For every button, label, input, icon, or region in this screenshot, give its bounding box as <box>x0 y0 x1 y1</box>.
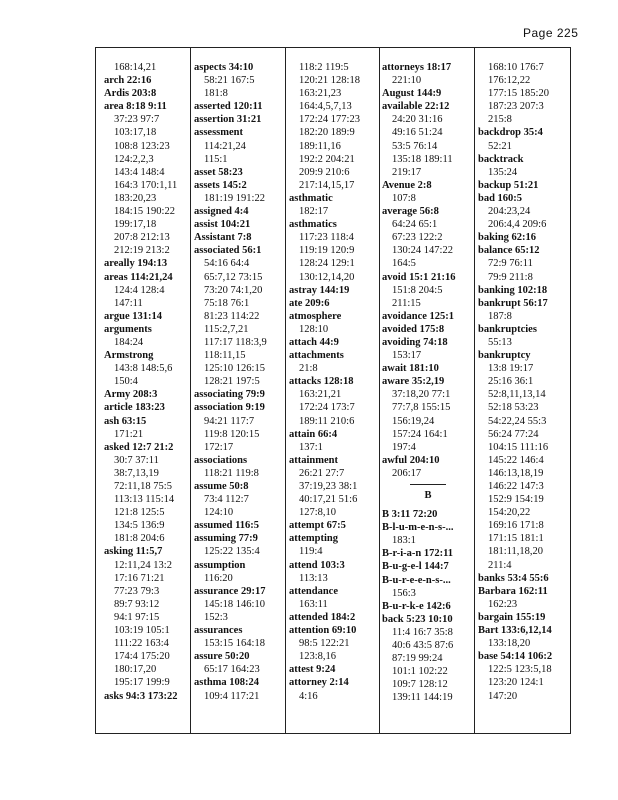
index-entry: areally 194:13 <box>104 258 168 270</box>
index-subentry: 164:3 170:1,11 <box>114 179 178 191</box>
section-rule <box>382 480 474 489</box>
index-entry: banks 53:4 55:6 <box>478 572 549 584</box>
index-entry: Ardis 203:8 <box>104 88 157 100</box>
index-subentry: 119:4 <box>299 546 323 558</box>
index-entry: associating 79:9 <box>194 389 265 401</box>
index-entry: aspects 34:10 <box>194 62 254 73</box>
index-entry: associated 56:1 <box>194 245 262 257</box>
index-subentry: 119:8 120:15 <box>204 428 260 440</box>
index-subentry: 152:9 154:19 <box>488 494 544 506</box>
index-subentry: 152:3 <box>204 611 228 623</box>
index-entry: attain 66:4 <box>289 428 338 440</box>
index-column-2 <box>194 61 286 703</box>
index-subentry: 25:16 36:1 <box>488 376 534 388</box>
index-entry: B-l-u-m-e-n-s-... <box>382 522 454 534</box>
index-subentry: 113:13 115:14 <box>114 494 175 506</box>
index-subentry: 217:14,15,17 <box>299 179 355 191</box>
index-subentry: 75:18 76:1 <box>204 297 250 309</box>
index-subentry: 120:21 128:18 <box>299 75 360 87</box>
index-entry: attest 9:24 <box>289 664 336 676</box>
index-subentry: 103:19 105:1 <box>114 625 170 637</box>
index-subentry: 118:2 119:5 <box>299 62 349 73</box>
index-subentry: 115:1 <box>204 153 228 165</box>
index-entry: bad 160:5 <box>478 192 523 204</box>
word-index-table <box>95 47 571 734</box>
index-subentry: 181:11,18,20 <box>488 546 544 558</box>
index-subentry: 87:19 99:24 <box>392 653 443 665</box>
index-subentry: 172:24 173:7 <box>299 402 355 414</box>
index-subentry: 115:2,7,21 <box>204 323 249 335</box>
index-entry: attempt 67:5 <box>289 520 346 532</box>
index-subentry: 128:10 <box>299 323 329 335</box>
index-subentry: 151:8 204:5 <box>392 284 443 296</box>
index-subentry: 77:7,8 155:15 <box>392 402 451 414</box>
index-subentry: 187:23 207:3 <box>488 101 544 113</box>
index-subentry: 180:17,20 <box>114 664 157 676</box>
index-subentry: 21:8 <box>299 363 318 375</box>
index-subentry: 94:1 97:15 <box>114 611 160 623</box>
index-subentry: 134:5 136:9 <box>114 520 165 532</box>
index-entry: base 54:14 106:2 <box>478 651 553 663</box>
index-subentry: 184:15 190:22 <box>114 206 175 218</box>
index-subentry: 13:8 19:17 <box>488 363 534 375</box>
index-subentry: 156:3 <box>392 587 416 599</box>
index-subentry: 162:23 <box>488 598 518 610</box>
index-subentry: 207:8 212:13 <box>114 232 170 244</box>
index-subentry: 109:7 128:12 <box>392 679 448 691</box>
index-column-5 <box>478 61 570 703</box>
index-column-3 <box>289 61 381 703</box>
index-subentry: 137:1 <box>299 441 323 453</box>
index-column-1 <box>104 61 196 703</box>
index-entry: asthmatic <box>289 192 333 204</box>
index-subentry: 145:22 146:4 <box>488 454 544 466</box>
index-entry: article 183:23 <box>104 402 165 414</box>
index-subentry: 150:4 <box>114 376 138 388</box>
index-subentry: 181:8 <box>204 88 228 100</box>
index-entry: B-u-r-e-e-n-s-... <box>382 574 451 586</box>
index-subentry: 176:12,22 <box>488 75 531 87</box>
index-subentry: 73:20 74:1,20 <box>204 284 263 296</box>
index-subentry: 168:10 176:7 <box>488 62 544 73</box>
index-entry: B-u-r-k-e 142:6 <box>382 600 451 612</box>
index-subentry: 89:7 93:12 <box>114 598 160 610</box>
index-subentry: 118:11,15 <box>204 350 246 362</box>
index-entry: assist 104:21 <box>194 219 251 231</box>
index-subentry: 49:16 51:24 <box>392 127 443 139</box>
index-subentry: 79:9 211:8 <box>488 271 533 283</box>
index-entry: Assistant 7:8 <box>194 232 252 244</box>
index-subentry: 187:8 <box>488 310 512 322</box>
index-subentry: 17:16 71:21 <box>114 572 165 584</box>
index-entry: argue 131:14 <box>104 310 163 322</box>
index-entry: attendance <box>289 585 338 597</box>
index-entry: Army 208:3 <box>104 389 158 401</box>
index-subentry: 154:20,22 <box>488 507 531 519</box>
index-subentry: 183:20,23 <box>114 192 157 204</box>
index-entry: backtrack <box>478 153 524 165</box>
index-subentry: 183:1 <box>392 535 416 547</box>
index-subentry: 153:15 164:18 <box>204 638 265 650</box>
index-entry: assure 50:20 <box>194 651 250 663</box>
index-entry: attended 184:2 <box>289 611 356 623</box>
index-subentry: 146:22 147:3 <box>488 481 544 492</box>
index-subentry: 122:5 123:5,18 <box>488 664 552 676</box>
column-divider <box>474 48 475 733</box>
index-entry: avoided 175:8 <box>382 323 445 335</box>
index-entry: asking 11:5,7 <box>104 546 163 558</box>
index-entry: area 8:18 9:11 <box>104 101 167 113</box>
index-subentry: 130:12,14,20 <box>299 271 355 283</box>
index-entry: ash 63:15 <box>104 415 147 427</box>
index-subentry: 116:20 <box>204 572 233 584</box>
index-column-4 <box>382 61 474 705</box>
index-subentry: 108:8 123:23 <box>114 140 170 152</box>
index-entry: arch 22:16 <box>104 75 152 87</box>
index-subentry: 182:17 <box>299 206 329 218</box>
index-subentry: 113:13 <box>299 572 328 584</box>
index-entry: aware 35:2,19 <box>382 376 445 388</box>
index-subentry: 171:21 <box>114 428 144 440</box>
index-subentry: 104:15 111:16 <box>488 441 549 453</box>
index-subentry: 211:15 <box>392 297 421 309</box>
index-subentry: 177:15 185:20 <box>488 88 549 100</box>
index-subentry: 73:4 112:7 <box>204 494 249 506</box>
index-subentry: 147:20 <box>488 690 518 702</box>
index-entry: attend 103:3 <box>289 559 345 571</box>
index-subentry: 40:17,21 51:6 <box>299 494 358 506</box>
index-entry: associations <box>194 454 248 466</box>
index-subentry: 164:4,5,7,13 <box>299 101 352 113</box>
index-subentry: 52:8,11,13,14 <box>488 389 546 401</box>
index-entry: assume 50:8 <box>194 481 249 492</box>
index-subentry: 211:4 <box>488 559 512 571</box>
index-subentry: 184:24 <box>114 336 144 348</box>
index-subentry: 54:16 64:4 <box>204 258 250 270</box>
index-subentry: 147:11 <box>114 297 143 309</box>
index-entry: bankruptcy <box>478 350 531 362</box>
index-subentry: 172:17 <box>204 441 234 453</box>
index-subentry: 135:24 <box>488 166 518 178</box>
index-subentry: 123:8,16 <box>299 651 337 663</box>
index-subentry: 38:7,13,19 <box>114 467 159 479</box>
index-entry: Armstrong <box>104 350 154 362</box>
index-subentry: 174:4 175:20 <box>114 651 170 663</box>
index-subentry: 163:21,21 <box>299 389 342 401</box>
index-entry: Barbara 162:11 <box>478 585 548 597</box>
index-entry: baking 62:16 <box>478 232 537 244</box>
index-entry: await 181:10 <box>382 363 439 375</box>
index-subentry: 195:17 199:9 <box>114 677 170 689</box>
index-subentry: 37:18,20 77:1 <box>392 389 451 401</box>
index-subentry: 181:8 204:6 <box>114 533 165 545</box>
index-subentry: 169:16 171:8 <box>488 520 544 532</box>
index-entry: attempting <box>289 533 338 545</box>
index-subentry: 221:10 <box>392 75 422 87</box>
index-entry: areas 114:21,24 <box>104 271 173 283</box>
index-entry: backdrop 35:4 <box>478 127 543 139</box>
index-entry: attorney 2:14 <box>289 677 349 689</box>
index-entry: assumed 116:5 <box>194 520 260 532</box>
index-subentry: 11:4 16:7 35:8 <box>392 626 453 638</box>
index-subentry: 192:2 204:21 <box>299 153 355 165</box>
index-entry: assurances <box>194 625 243 637</box>
index-entry: bankruptcies <box>478 323 537 335</box>
index-entry: attainment <box>289 454 338 466</box>
index-entry: asthma 108:24 <box>194 677 260 689</box>
index-subentry: 119:19 120:9 <box>299 245 355 257</box>
index-subentry: 64:24 65:1 <box>392 219 438 231</box>
index-entry: B-r-i-a-n 172:11 <box>382 548 454 560</box>
index-subentry: 114:21,24 <box>204 140 246 152</box>
index-entry: banking 102:18 <box>478 284 548 296</box>
index-subentry: 72:9 76:11 <box>488 258 533 270</box>
index-subentry: 81:23 114:22 <box>204 310 260 322</box>
index-entry: bankrupt 56:17 <box>478 297 548 309</box>
index-subentry: 212:19 213:2 <box>114 245 170 257</box>
section-letter: B <box>424 490 432 501</box>
index-subentry: 37:23 97:7 <box>114 114 160 126</box>
index-subentry: 77:23 79:3 <box>114 585 160 597</box>
index-entry: attach 44:9 <box>289 336 339 348</box>
index-entry: assuming 77:9 <box>194 533 258 545</box>
index-subentry: 204:23,24 <box>488 206 531 218</box>
index-entry: assurance 29:17 <box>194 585 266 597</box>
index-subentry: 65:7,12 73:15 <box>204 271 263 283</box>
index-subentry: 197:4 <box>392 441 416 453</box>
index-subentry: 146:13,18,19 <box>488 467 544 479</box>
index-subentry: 124:2,2,3 <box>114 153 154 165</box>
index-subentry: 209:9 210:6 <box>299 166 350 178</box>
index-subentry: 56:24 77:24 <box>488 428 539 440</box>
index-entry: ate 209:6 <box>289 297 330 309</box>
index-entry: attorneys 18:17 <box>382 62 452 73</box>
index-entry: average 56:8 <box>382 206 439 218</box>
index-entry: bargain 155:19 <box>478 611 546 623</box>
index-subentry: 157:24 164:1 <box>392 428 448 440</box>
index-entry: Bart 133:6,12,14 <box>478 625 552 637</box>
index-subentry: 111:22 163:4 <box>114 638 169 650</box>
index-subentry: 133:18,20 <box>488 638 531 650</box>
index-subentry: 123:20 124:1 <box>488 677 544 689</box>
index-entry: assumption <box>194 559 246 571</box>
index-subentry: 94:21 117:7 <box>204 415 255 427</box>
index-subentry: 189:11,16 <box>299 140 341 152</box>
index-subentry: 101:1 102:22 <box>392 666 448 678</box>
index-entry: attention 69:10 <box>289 625 357 637</box>
index-subentry: 98:5 122:21 <box>299 638 350 650</box>
index-entry: assigned 4:4 <box>194 206 249 218</box>
page-number: Page 225 <box>523 26 579 40</box>
index-subentry: 65:17 164:23 <box>204 664 260 676</box>
index-subentry: 125:22 135:4 <box>204 546 260 558</box>
index-subentry: 128:24 129:1 <box>299 258 355 270</box>
index-subentry: 127:8,10 <box>299 507 337 519</box>
index-subentry: 118:21 119:8 <box>204 467 259 479</box>
index-entry: assets 145:2 <box>194 179 247 191</box>
index-subentry: 30:7 37:11 <box>114 454 159 466</box>
index-entry: August 144:9 <box>382 88 442 100</box>
index-entry: association 9:19 <box>194 402 265 414</box>
index-subentry: 107:8 <box>392 192 416 204</box>
index-entry: B 3:11 72:20 <box>382 509 438 521</box>
index-entry: backup 51:21 <box>478 179 539 191</box>
index-subentry: 24:20 31:16 <box>392 114 443 126</box>
index-entry: avoiding 74:18 <box>382 336 448 348</box>
index-subentry: 52:21 <box>488 140 512 152</box>
index-entry: astray 144:19 <box>289 284 350 296</box>
index-subentry: 58:21 167:5 <box>204 75 255 87</box>
index-subentry: 145:18 146:10 <box>204 598 265 610</box>
index-entry: asthmatics <box>289 219 337 231</box>
index-entry: asserted 120:11 <box>194 101 263 113</box>
index-subentry: 109:4 117:21 <box>204 690 260 702</box>
index-subentry: 4:16 <box>299 690 318 702</box>
index-subentry: 163:11 <box>299 598 328 610</box>
index-subentry: 55:13 <box>488 336 512 348</box>
index-entry: asks 94:3 173:22 <box>104 690 178 702</box>
index-subentry: 206:4,4 209:6 <box>488 219 547 231</box>
index-subentry: 171:15 181:1 <box>488 533 544 545</box>
index-entry: assessment <box>194 127 243 139</box>
index-subentry: 168:14,21 <box>114 62 157 73</box>
index-subentry: 117:17 118:3,9 <box>204 336 267 348</box>
index-subentry: 128:21 197:5 <box>204 376 260 388</box>
index-subentry: 26:21 27:7 <box>299 467 345 479</box>
index-subentry: 54:22,24 55:3 <box>488 415 547 427</box>
index-subentry: 172:24 177:23 <box>299 114 360 126</box>
index-entry: balance 65:12 <box>478 245 540 257</box>
index-entry: B-u-g-e-l 144:7 <box>382 561 449 573</box>
index-subentry: 181:19 191:22 <box>204 192 265 204</box>
index-entry: Avenue 2:8 <box>382 179 432 191</box>
index-subentry: 124:4 128:4 <box>114 284 165 296</box>
index-subentry: 199:17,18 <box>114 219 157 231</box>
index-subentry: 135:18 189:11 <box>392 153 453 165</box>
index-subentry: 164:5 <box>392 258 416 270</box>
index-entry: awful 204:10 <box>382 454 440 466</box>
index-subentry: 215:8 <box>488 114 512 126</box>
index-entry: attachments <box>289 350 344 362</box>
index-subentry: 143:8 148:5,6 <box>114 363 173 375</box>
index-entry: available 22:12 <box>382 101 450 113</box>
index-subentry: 125:10 126:15 <box>204 363 265 375</box>
index-entry: asset 58:23 <box>194 166 243 178</box>
index-subentry: 206:17 <box>392 467 422 479</box>
index-entry: avoid 15:1 21:16 <box>382 271 456 283</box>
index-subentry: 37:19,23 38:1 <box>299 481 358 492</box>
index-subentry: 53:5 76:14 <box>392 140 438 152</box>
index-subentry: 72:11,18 75:5 <box>114 481 172 492</box>
index-subentry: 40:6 43:5 87:6 <box>392 640 454 652</box>
index-subentry: 117:23 118:4 <box>299 232 354 244</box>
index-subentry: 153:17 <box>392 350 422 362</box>
index-entry: avoidance 125:1 <box>382 310 455 322</box>
index-entry: asked 12:7 21:2 <box>104 441 174 453</box>
index-subentry: 156:19,24 <box>392 415 435 427</box>
index-entry: atmosphere <box>289 310 342 322</box>
index-subentry: 121:8 125:5 <box>114 507 165 519</box>
index-subentry: 12:11,24 13:2 <box>114 559 172 571</box>
index-subentry: 139:11 144:19 <box>392 692 453 704</box>
index-subentry: 163:21,23 <box>299 88 342 100</box>
index-subentry: 219:17 <box>392 166 422 178</box>
index-entry: attacks 128:18 <box>289 376 354 388</box>
index-entry: back 5:23 10:10 <box>382 613 453 625</box>
index-entry: assertion 31:21 <box>194 114 262 126</box>
index-subentry: 124:10 <box>204 507 234 519</box>
index-subentry: 67:23 122:2 <box>392 232 443 244</box>
index-subentry: 143:4 148:4 <box>114 166 165 178</box>
index-subentry: 52:18 53:23 <box>488 402 539 414</box>
index-subentry: 130:24 147:22 <box>392 245 453 257</box>
index-subentry: 182:20 189:9 <box>299 127 355 139</box>
index-subentry: 103:17,18 <box>114 127 157 139</box>
index-subentry: 189:11 210:6 <box>299 415 355 427</box>
index-entry: arguments <box>104 323 152 335</box>
